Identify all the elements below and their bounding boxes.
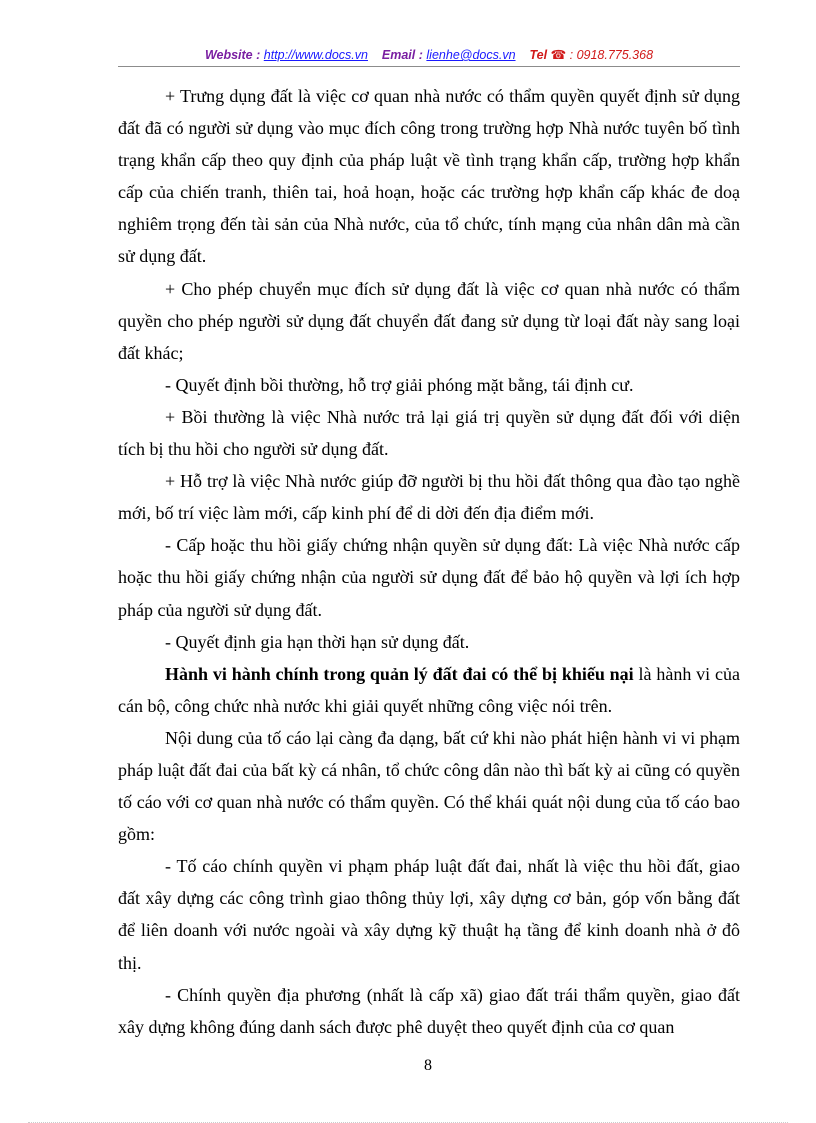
email-label: Email [381,48,416,62]
website-label: Website : [204,48,261,62]
phone-icon: ☎ [550,48,567,62]
paragraph: - Cấp hoặc thu hồi giấy chứng nhận quyền sử dụng đất: Là việc Nhà nước cấp hoặc thu hồi giấy chứng nhận của người sử dụng đất để bảo hộ quyền và lợi ích hợp pháp của người sử dụng đất. [118,535,740,620]
website-link[interactable]: http://www.docs.vn [263,48,368,62]
paragraph: - Quyết định bồi thường, hỗ trợ giải phóng mặt bằng, tái định cư. [165,374,634,395]
email-separator: : [418,48,423,62]
paragraph: - Chính quyền địa phương (nhất là cấp xã) giao đất trái thẩm quyền, giao đất xây dựng không đúng danh sách được phê duyệt theo quyết định của cơ quan [118,984,740,1037]
paragraph: - Quyết định gia hạn thời hạn sử dụng đất. [165,631,470,652]
paragraph: + Trưng dụng đất là việc cơ quan nhà nước có thẩm quyền quyết định sử dụng đất đã có người sử dụng vào mục đích công trong trường hợp Nhà nước tuyên bố tình trạng khẩn cấp theo quy định của pháp luật về tình trạng khẩn cấp, trường hợp khẩn cấp của chiến tranh, thiên tai, hoả hoạn, hoặc các trường hợp khẩn cấp khác đe doạ nghiêm trọng đến tài sản của Nhà nước, của tổ chức, tính mạng của nhân dân mà cần sử dụng đất. [118,86,740,267]
paragraph: - Tố cáo chính quyền vi phạm pháp luật đất đai, nhất là việc thu hồi đất, giao đất xây dựng các công trình giao thông thủy lợi, xây dựng cơ bản, góp vốn bằng đất để liên doanh với nước ngoài và xây dựng kỹ thuật hạ tầng để kinh doanh nhà ở đô thị. [118,856,740,973]
paragraph: + Cho phép chuyển mục đích sử dụng đất là việc cơ quan nhà nước có thẩm quyền cho phép người sử dụng đất chuyển đất đang sử dụng từ loại đất này sang loại đất khác; [118,278,740,363]
paragraph-bold-lead [118,658,740,722]
document-body [118,80,740,1043]
header-divider [118,66,740,67]
phone-number: : 0918.775.368 [569,48,654,62]
paragraph: + Hỗ trợ là việc Nhà nước giúp đỡ người bị thu hồi đất thông qua đào tạo nghề mới, bố trí việc làm mới, cấp kinh phí để di dời đến địa điểm mới. [118,471,740,524]
page-header [118,47,740,63]
paragraph-rest: là hành vi của cán bộ, công chức nhà nước khi giải quyết những công việc nói trên. [118,663,740,716]
bold-lead-text: Hành vi hành chính trong quản lý đất đai có thể bị khiếu nại [165,663,634,684]
paragraph: Nội dung của tố cáo lại càng đa dạng, bất cứ khi nào phát hiện hành vi vi phạm pháp luật đất đai của bất kỳ cá nhân, tổ chức công dân nào thì bất kỳ ai cũng có quyền tố cáo với cơ quan nhà nước có thẩm quyền. Có thể khái quát nội dung của tố cáo bao gồm: [118,727,740,845]
page-number: 8 [424,1057,432,1074]
email-link[interactable]: lienhe@docs.vn [426,48,516,62]
paragraph: + Bồi thường là việc Nhà nước trả lại giá trị quyền sử dụng đất đối với diện tích bị thu hồi cho người sử dụng đất. [118,406,740,460]
tel-label: Tel [529,48,548,62]
